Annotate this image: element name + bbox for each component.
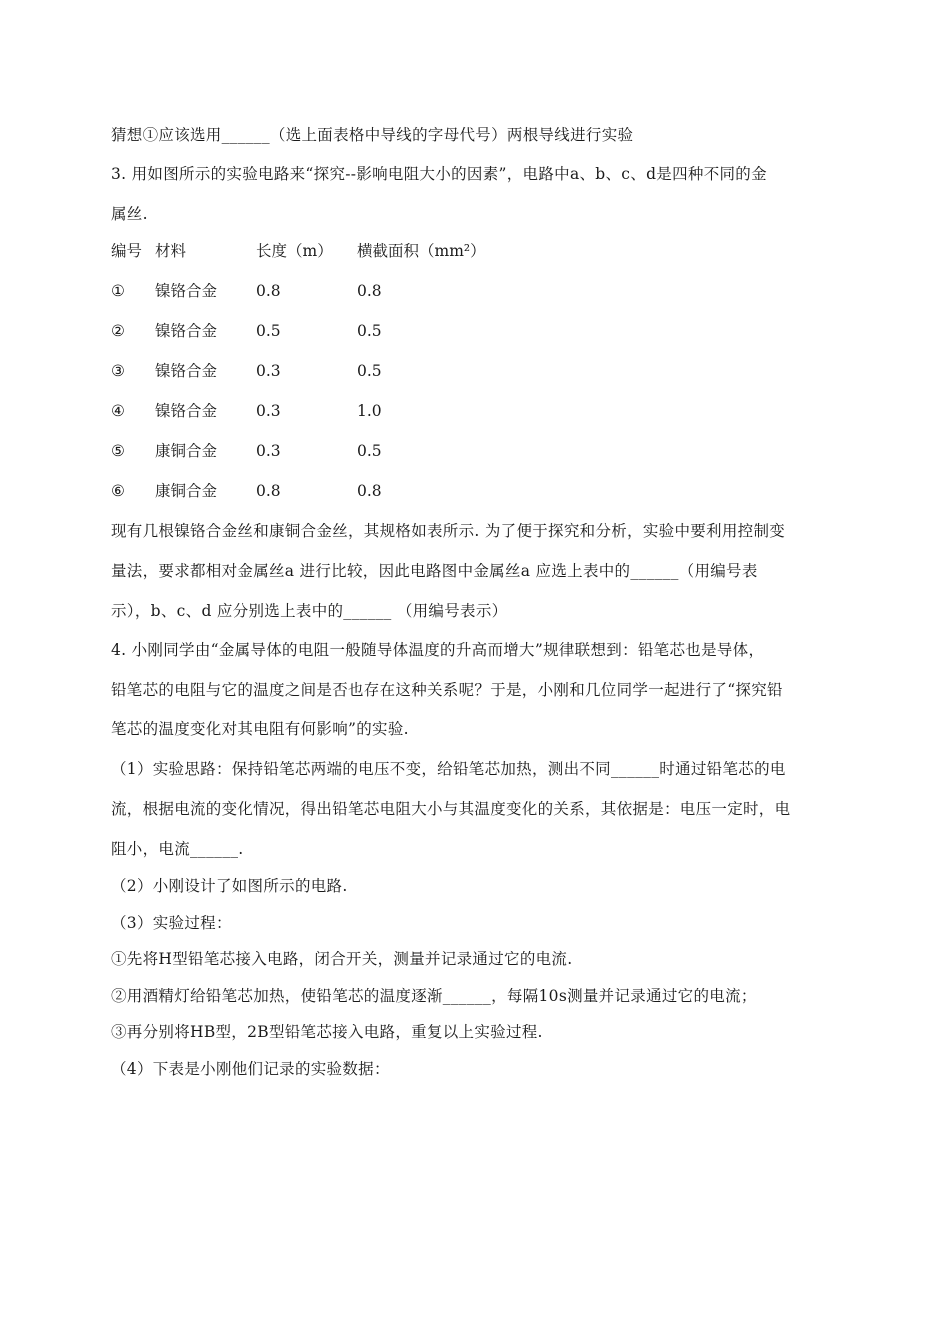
table-cell: 0.3 <box>256 362 281 380</box>
table-header-cell: 长度（m） <box>256 242 333 260</box>
paragraph-line: 流，根据电流的变化情况，得出铅笔芯电阻大小与其温度变化的关系，其依据是：电压一定时，电 <box>111 800 791 818</box>
table-cell: 0.5 <box>357 322 382 340</box>
text-line: 3. 用如图所示的实验电路来“探究--影响电阻大小的因素”，电路中a、b、c、d是四种不同的金 <box>111 165 767 183</box>
paragraph-line: （3）实验过程： <box>111 914 232 932</box>
table-header-cell: 横截面积（mm²） <box>357 242 486 260</box>
table-cell: 康铜合金 <box>155 482 218 500</box>
paragraph-line: 笔芯的温度变化对其电阻有何影响”的实验. <box>111 720 409 738</box>
table-header-cell: 材料 <box>155 242 187 260</box>
table-cell: 0.5 <box>357 442 382 460</box>
paragraph-line: 量法，要求都相对金属丝a 进行比较，因此电路图中金属丝a 应选上表中的______（用编号表 <box>111 562 758 580</box>
paragraph-line: 阻小，电流______. <box>111 840 244 858</box>
paragraph-line: ①先将H型铅笔芯接入电路，闭合开关，测量并记录通过它的电流. <box>111 950 573 968</box>
text-line: 猜想①应该选用______（选上面表格中导线的字母代号）两根导线进行实验 <box>111 126 634 144</box>
table-cell: 镍铬合金 <box>155 322 218 340</box>
table-cell: 1.0 <box>357 402 382 420</box>
table-cell: 0.5 <box>256 322 281 340</box>
table-cell: 0.5 <box>357 362 382 380</box>
table-header-cell: 编号 <box>111 242 143 260</box>
paragraph-line: （2）小刚设计了如图所示的电路. <box>111 877 348 895</box>
paragraph-line: 4. 小刚同学由“金属导体的电阻一般随导体温度的升高而增大”规律联想到：铅笔芯也是导体， <box>111 641 765 659</box>
table-cell: ⑤ <box>111 442 125 460</box>
table-cell: ④ <box>111 402 125 420</box>
table-cell: 镍铬合金 <box>155 362 218 380</box>
text-line: 属丝. <box>111 205 148 223</box>
table-cell: 0.8 <box>357 482 382 500</box>
table-cell: 镍铬合金 <box>155 282 218 300</box>
table-cell: ⑥ <box>111 482 125 500</box>
table-cell: 0.8 <box>256 482 281 500</box>
paragraph-line: （1）实验思路：保持铅笔芯两端的电压不变，给铅笔芯加热，测出不同______时通过铅笔芯的电 <box>111 760 786 778</box>
paragraph-line: ②用酒精灯给铅笔芯加热，使铅笔芯的温度逐渐______，每隔10s测量并记录通过它的电流； <box>111 987 757 1005</box>
table-cell: 镍铬合金 <box>155 402 218 420</box>
table-cell: ② <box>111 322 125 340</box>
paragraph-line: ③再分别将HB型，2B型铅笔芯接入电路，重复以上实验过程. <box>111 1023 543 1041</box>
paragraph-line: （4）下表是小刚他们记录的实验数据： <box>111 1060 390 1078</box>
table-cell: 康铜合金 <box>155 442 218 460</box>
table-cell: 0.3 <box>256 402 281 420</box>
paragraph-line: 铅笔芯的电阻与它的温度之间是否也存在这种关系呢？于是，小刚和几位同学一起进行了“探究铅 <box>111 681 783 699</box>
table-cell: 0.8 <box>256 282 281 300</box>
table-cell: ③ <box>111 362 125 380</box>
table-cell: 0.3 <box>256 442 281 460</box>
paragraph-line: 现有几根镍铬合金丝和康铜合金丝，其规格如表所示. 为了便于探究和分析，实验中要利用控制变 <box>111 522 786 540</box>
table-cell: 0.8 <box>357 282 382 300</box>
table-cell: ① <box>111 282 125 300</box>
paragraph-line: 示），b、c、d 应分别选上表中的______ （用编号表示） <box>111 602 508 620</box>
